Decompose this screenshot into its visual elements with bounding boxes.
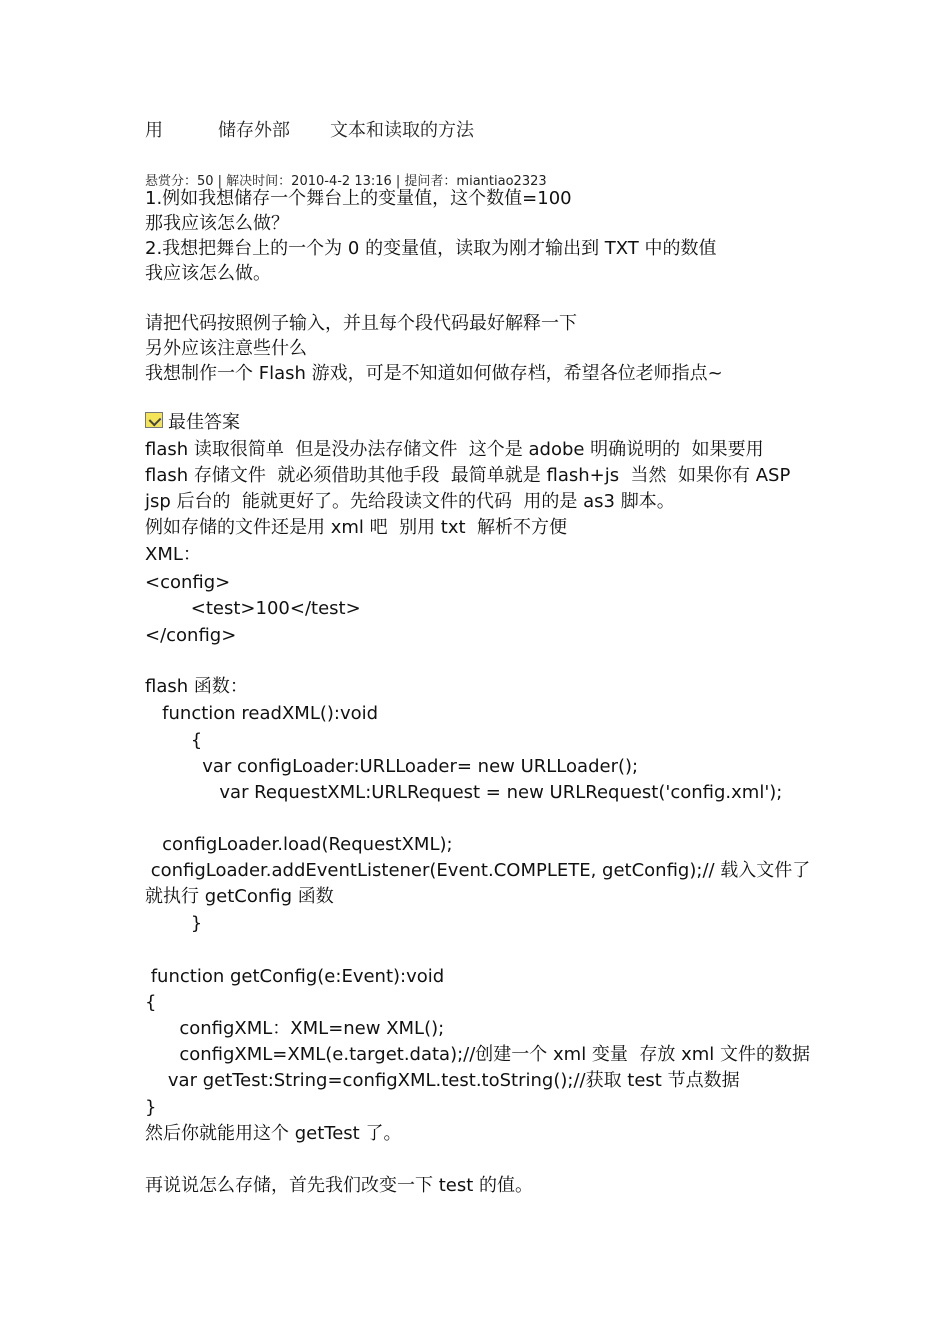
- title-part-2: 储存外部: [218, 120, 290, 141]
- code-line: function readXML():void: [145, 703, 379, 724]
- question-line: 1.例如我想储存一个舞台上的变量值，这个数值=100: [145, 188, 572, 209]
- code-line: {: [145, 730, 203, 751]
- code-line: configLoader.addEventListener(Event.COMPLETE, getConfig);// 载入文件了: [145, 860, 811, 881]
- code-line: }: [145, 1097, 157, 1118]
- answer-line: 然后你就能用这个 getTest 了。: [145, 1123, 402, 1144]
- answer-line: flash 函数：: [145, 676, 248, 697]
- code-line: configXML=XML(e.target.data);//创建一个 xml 变量 存放 xml 文件的数据: [145, 1044, 811, 1065]
- code-line: var RequestXML:URLRequest = new URLRequest('config.xml');: [145, 782, 783, 803]
- best-answer-label: 最佳答案: [168, 412, 240, 433]
- question-line: 另外应该注意些什么: [145, 338, 307, 359]
- answer-line: 再说说怎么存储，首先我们改变一下 test 的值。: [145, 1175, 534, 1196]
- question-line: 那我应该怎么做？: [145, 213, 289, 234]
- code-line: configXML：XML=new XML();: [145, 1018, 445, 1039]
- code-line: var getTest:String=configXML.test.toString();//获取 test 节点数据: [145, 1070, 740, 1091]
- question-line: 我应该怎么做。: [145, 263, 271, 284]
- code-line: }: [145, 913, 203, 934]
- code-line: {: [145, 992, 157, 1013]
- answer-line: jsp 后台的 能就更好了。先给段读文件的代码 用的是 as3 脚本。: [145, 491, 675, 512]
- question-line: 请把代码按照例子输入，并且每个段代码最好解释一下: [145, 313, 577, 334]
- code-line: <test>100</test>: [145, 598, 361, 619]
- question-meta: 悬赏分：50 | 解决时间：2010-4-2 13:16 | 提问者：miantiao2323: [145, 174, 547, 189]
- answer-line: flash 存储文件 就必须借助其他手段 最简单就是 flash+js 当然 如果你有 ASP: [145, 465, 791, 486]
- answer-line: XML：: [145, 544, 201, 565]
- code-line: var configLoader:URLLoader= new URLLoader();: [145, 756, 639, 777]
- question-line: 我想制作一个 Flash 游戏，可是不知道如何做存档，希望各位老师指点~: [145, 363, 723, 384]
- question-line: 2.我想把舞台上的一个为 0 的变量值，读取为刚才输出到 TXT 中的数值: [145, 238, 717, 259]
- title-part-1: 用: [145, 120, 163, 141]
- best-answer-icon: [145, 412, 163, 428]
- code-line: </config>: [145, 625, 237, 646]
- code-line: function getConfig(e:Event):void: [145, 966, 445, 987]
- answer-line: flash 读取很简单 但是没办法存储文件 这个是 adobe 明确说明的 如果要用: [145, 439, 764, 460]
- code-line: 就执行 getConfig 函数: [145, 886, 334, 907]
- code-line: configLoader.load(RequestXML);: [145, 834, 453, 855]
- code-line: <config>: [145, 572, 231, 593]
- answer-line: 例如存储的文件还是用 xml 吧 别用 txt 解析不方便: [145, 517, 568, 538]
- title-part-3: 文本和读取的方法: [330, 120, 474, 141]
